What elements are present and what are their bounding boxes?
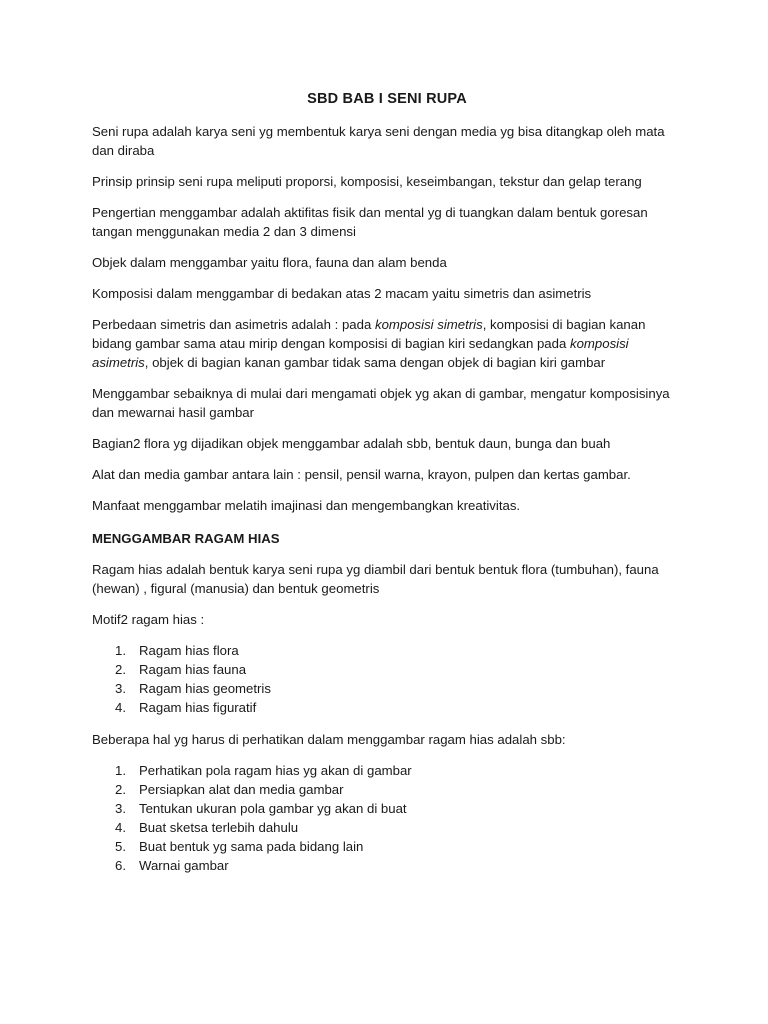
paragraph-pengertian: Pengertian menggambar adalah aktifitas fisik dan mental yg di tuangkan dalam bentuk goresan tangan menggunakan media 2 dan 3 dimensi <box>92 205 648 239</box>
list-item <box>92 698 682 717</box>
list-text: Persiapkan alat dan media gambar <box>139 782 344 797</box>
list-text: Perhatikan pola ragam hias yg akan di gambar <box>139 763 412 778</box>
list-number: 4. <box>115 820 126 835</box>
paragraph-bagian-flora: Bagian2 flora yg dijadikan objek menggambar adalah sbb, bentuk daun, bunga dan buah <box>92 436 611 451</box>
list-item <box>92 818 682 837</box>
list-number: 3. <box>115 801 126 816</box>
steps-list <box>92 761 682 875</box>
paragraph-perbedaan <box>92 315 682 372</box>
list-number: 3. <box>115 681 126 696</box>
perbedaan-text-2: , komposisi di bagian kanan bidang gambar sama atau mirip dengan komposisi di bagian kiri sedangkan pada <box>92 317 646 351</box>
list-text: Tentukan ukuran pola gambar yg akan di buat <box>139 801 407 816</box>
perbedaan-emphasis-asimetris: komposisi asimetris <box>92 336 629 370</box>
paragraph-ragam-hias: Ragam hias adalah bentuk karya seni rupa yg diambil dari bentuk bentuk flora (tumbuhan), fauna (hewan) , figural (manusia) dan bentuk geometris <box>92 562 659 596</box>
perbedaan-emphasis-simetris: komposisi simetris <box>374 317 483 332</box>
list-text: Ragam hias flora <box>139 643 239 658</box>
list-number: 1. <box>115 763 126 778</box>
perbedaan-text-3: , objek di bagian kanan gambar tidak sama dengan objek di bagian kiri gambar <box>144 355 606 370</box>
document-title: SBD BAB I SENI RUPA <box>307 91 467 107</box>
paragraph-motif-label: Motif2 ragam hias : <box>92 612 205 627</box>
list-item <box>92 641 682 660</box>
paragraph-seni-rupa: Seni rupa adalah karya seni yg membentuk karya seni dengan media yg bisa ditangkap oleh mata dan diraba <box>92 124 665 158</box>
paragraph-objek: Objek dalam menggambar yaitu flora, fauna dan alam benda <box>92 255 447 270</box>
paragraph-menggambar: Menggambar sebaiknya di mulai dari mengamati objek yg akan di gambar, mengatur komposisinya dan mewarnai hasil gambar <box>92 386 670 420</box>
list-text: Buat bentuk yg sama pada bidang lain <box>139 839 364 854</box>
list-item <box>92 799 682 818</box>
paragraph-manfaat: Manfaat menggambar melatih imajinasi dan mengembangkan kreativitas. <box>92 498 521 513</box>
list-number: 1. <box>115 643 126 658</box>
paragraph-prinsip: Prinsip prinsip seni rupa meliputi proporsi, komposisi, keseimbangan, tekstur dan gelap terang <box>92 174 642 189</box>
list-number: 4. <box>115 700 126 715</box>
list-text: Ragam hias figuratif <box>139 700 257 715</box>
list-number: 2. <box>115 662 126 677</box>
list-text: Buat sketsa terlebih dahulu <box>139 820 299 835</box>
list-number: 6. <box>115 858 126 873</box>
list-item <box>92 679 682 698</box>
motif-list <box>92 641 682 717</box>
paragraph-steps-label: Beberapa hal yg harus di perhatikan dalam menggambar ragam hias adalah sbb: <box>92 732 566 747</box>
list-item <box>92 660 682 679</box>
list-item <box>92 856 682 875</box>
perbedaan-text-1: Perbedaan simetris dan asimetris adalah : pada <box>92 317 375 332</box>
list-number: 2. <box>115 782 126 797</box>
list-text: Warnai gambar <box>139 858 229 873</box>
list-number: 5. <box>115 839 126 854</box>
document-body <box>92 90 682 888</box>
list-item <box>92 837 682 856</box>
list-item <box>92 780 682 799</box>
list-text: Ragam hias fauna <box>139 662 247 677</box>
section-heading-ragam-hias: MENGGAMBAR RAGAM HIAS <box>92 531 280 546</box>
list-text: Ragam hias geometris <box>139 681 271 696</box>
list-item <box>92 761 682 780</box>
paragraph-alat-media: Alat dan media gambar antara lain : pensil, pensil warna, krayon, pulpen dan kertas gambar. <box>92 467 631 482</box>
paragraph-komposisi: Komposisi dalam menggambar di bedakan atas 2 macam yaitu simetris dan asimetris <box>92 286 592 301</box>
